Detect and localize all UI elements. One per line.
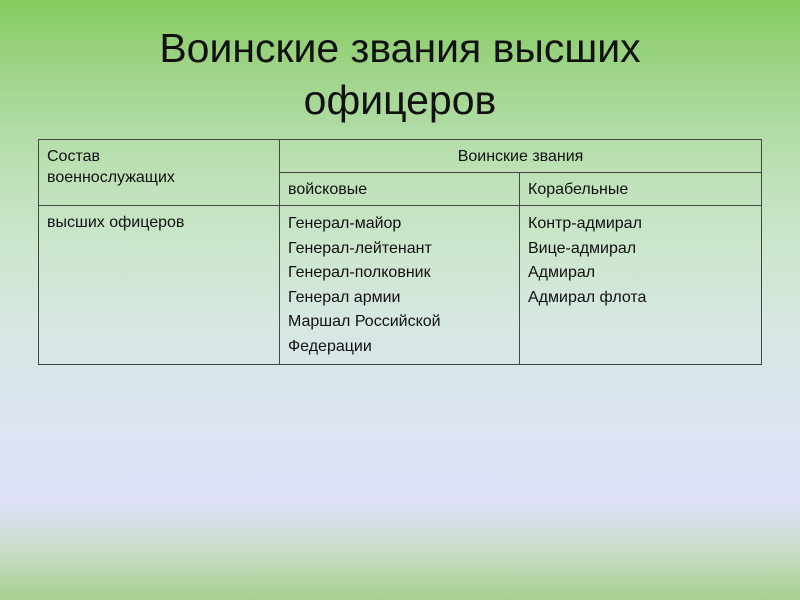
ranks-table — [38, 139, 762, 365]
table-row — [39, 206, 762, 365]
list-item: Федерации — [288, 337, 372, 355]
slide-title-line-2: офицеров — [303, 77, 497, 123]
table-header-row — [39, 140, 762, 173]
header-army-cell: войсковые — [280, 173, 520, 206]
list-item: Вице-адмирал — [528, 239, 637, 257]
list-item: Генерал-полковник — [288, 264, 431, 281]
row-army-cell — [280, 206, 520, 365]
row-composition-cell: высших офицеров — [39, 206, 280, 365]
list-item: Генерал армии — [288, 288, 401, 306]
header-naval-cell: Корабельные — [520, 173, 762, 206]
header-composition-line-1: Состав — [47, 148, 100, 165]
list-item: Адмирал — [528, 264, 596, 281]
row-naval-cell — [520, 206, 762, 365]
list-item: Генерал-лейтенант — [288, 239, 432, 257]
list-item: Генерал-майор — [288, 215, 402, 232]
slide-title-line-1: Воинские звания высших — [159, 25, 641, 71]
header-ranks-group-cell: Воинские звания — [280, 140, 762, 173]
header-composition-line-2: военнослужащих — [47, 169, 175, 186]
list-item: Контр-адмирал — [528, 215, 642, 232]
slide-title — [0, 22, 800, 126]
header-composition-cell — [39, 140, 280, 206]
list-item: Маршал Российской — [288, 313, 441, 330]
list-item: Адмирал флота — [528, 288, 647, 306]
naval-rank-list — [528, 212, 753, 310]
army-rank-list — [288, 212, 511, 359]
